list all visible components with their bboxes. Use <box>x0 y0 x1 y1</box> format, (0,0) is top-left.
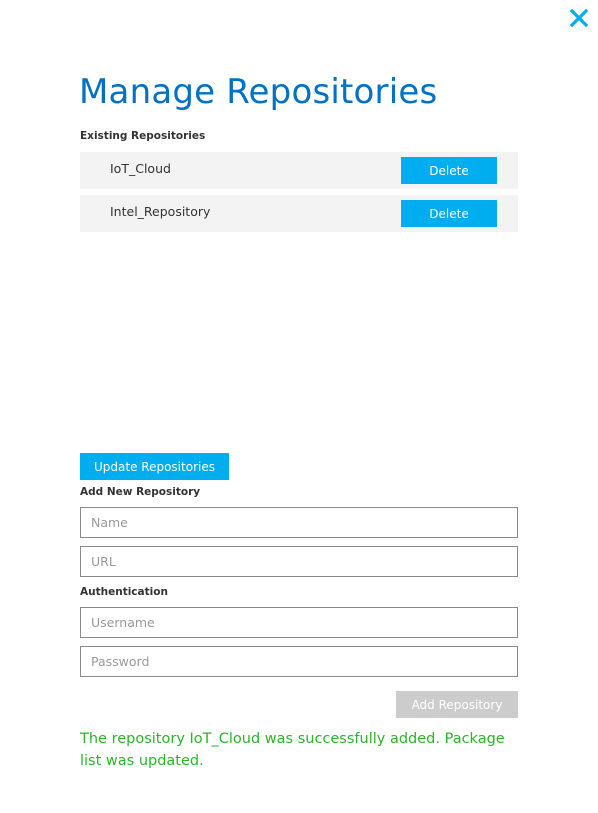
password-input[interactable] <box>80 646 518 677</box>
add-repository-button[interactable]: Add Repository <box>396 691 518 718</box>
delete-repository-button[interactable]: Delete <box>401 157 497 184</box>
repository-list <box>80 152 518 238</box>
status-message: The repository IoT_Cloud was successfully added. Package list was updated. <box>80 731 505 769</box>
repository-name: IoT_Cloud <box>110 161 171 176</box>
repository-name-input[interactable] <box>80 507 518 538</box>
update-repositories-button[interactable]: Update Repositories <box>80 453 229 480</box>
page-title: Manage Repositories <box>79 72 438 112</box>
repository-name: Intel_Repository <box>110 204 211 219</box>
close-icon <box>568 7 590 29</box>
repository-row <box>80 195 518 232</box>
username-input[interactable] <box>80 607 518 638</box>
repository-row <box>80 152 518 189</box>
authentication-label: Authentication <box>80 586 168 598</box>
add-new-repository-label: Add New Repository <box>80 486 201 498</box>
close-button[interactable] <box>568 7 590 29</box>
repository-url-input[interactable] <box>80 546 518 577</box>
existing-repositories-label: Existing Repositories <box>80 130 206 142</box>
delete-repository-button[interactable]: Delete <box>401 200 497 227</box>
